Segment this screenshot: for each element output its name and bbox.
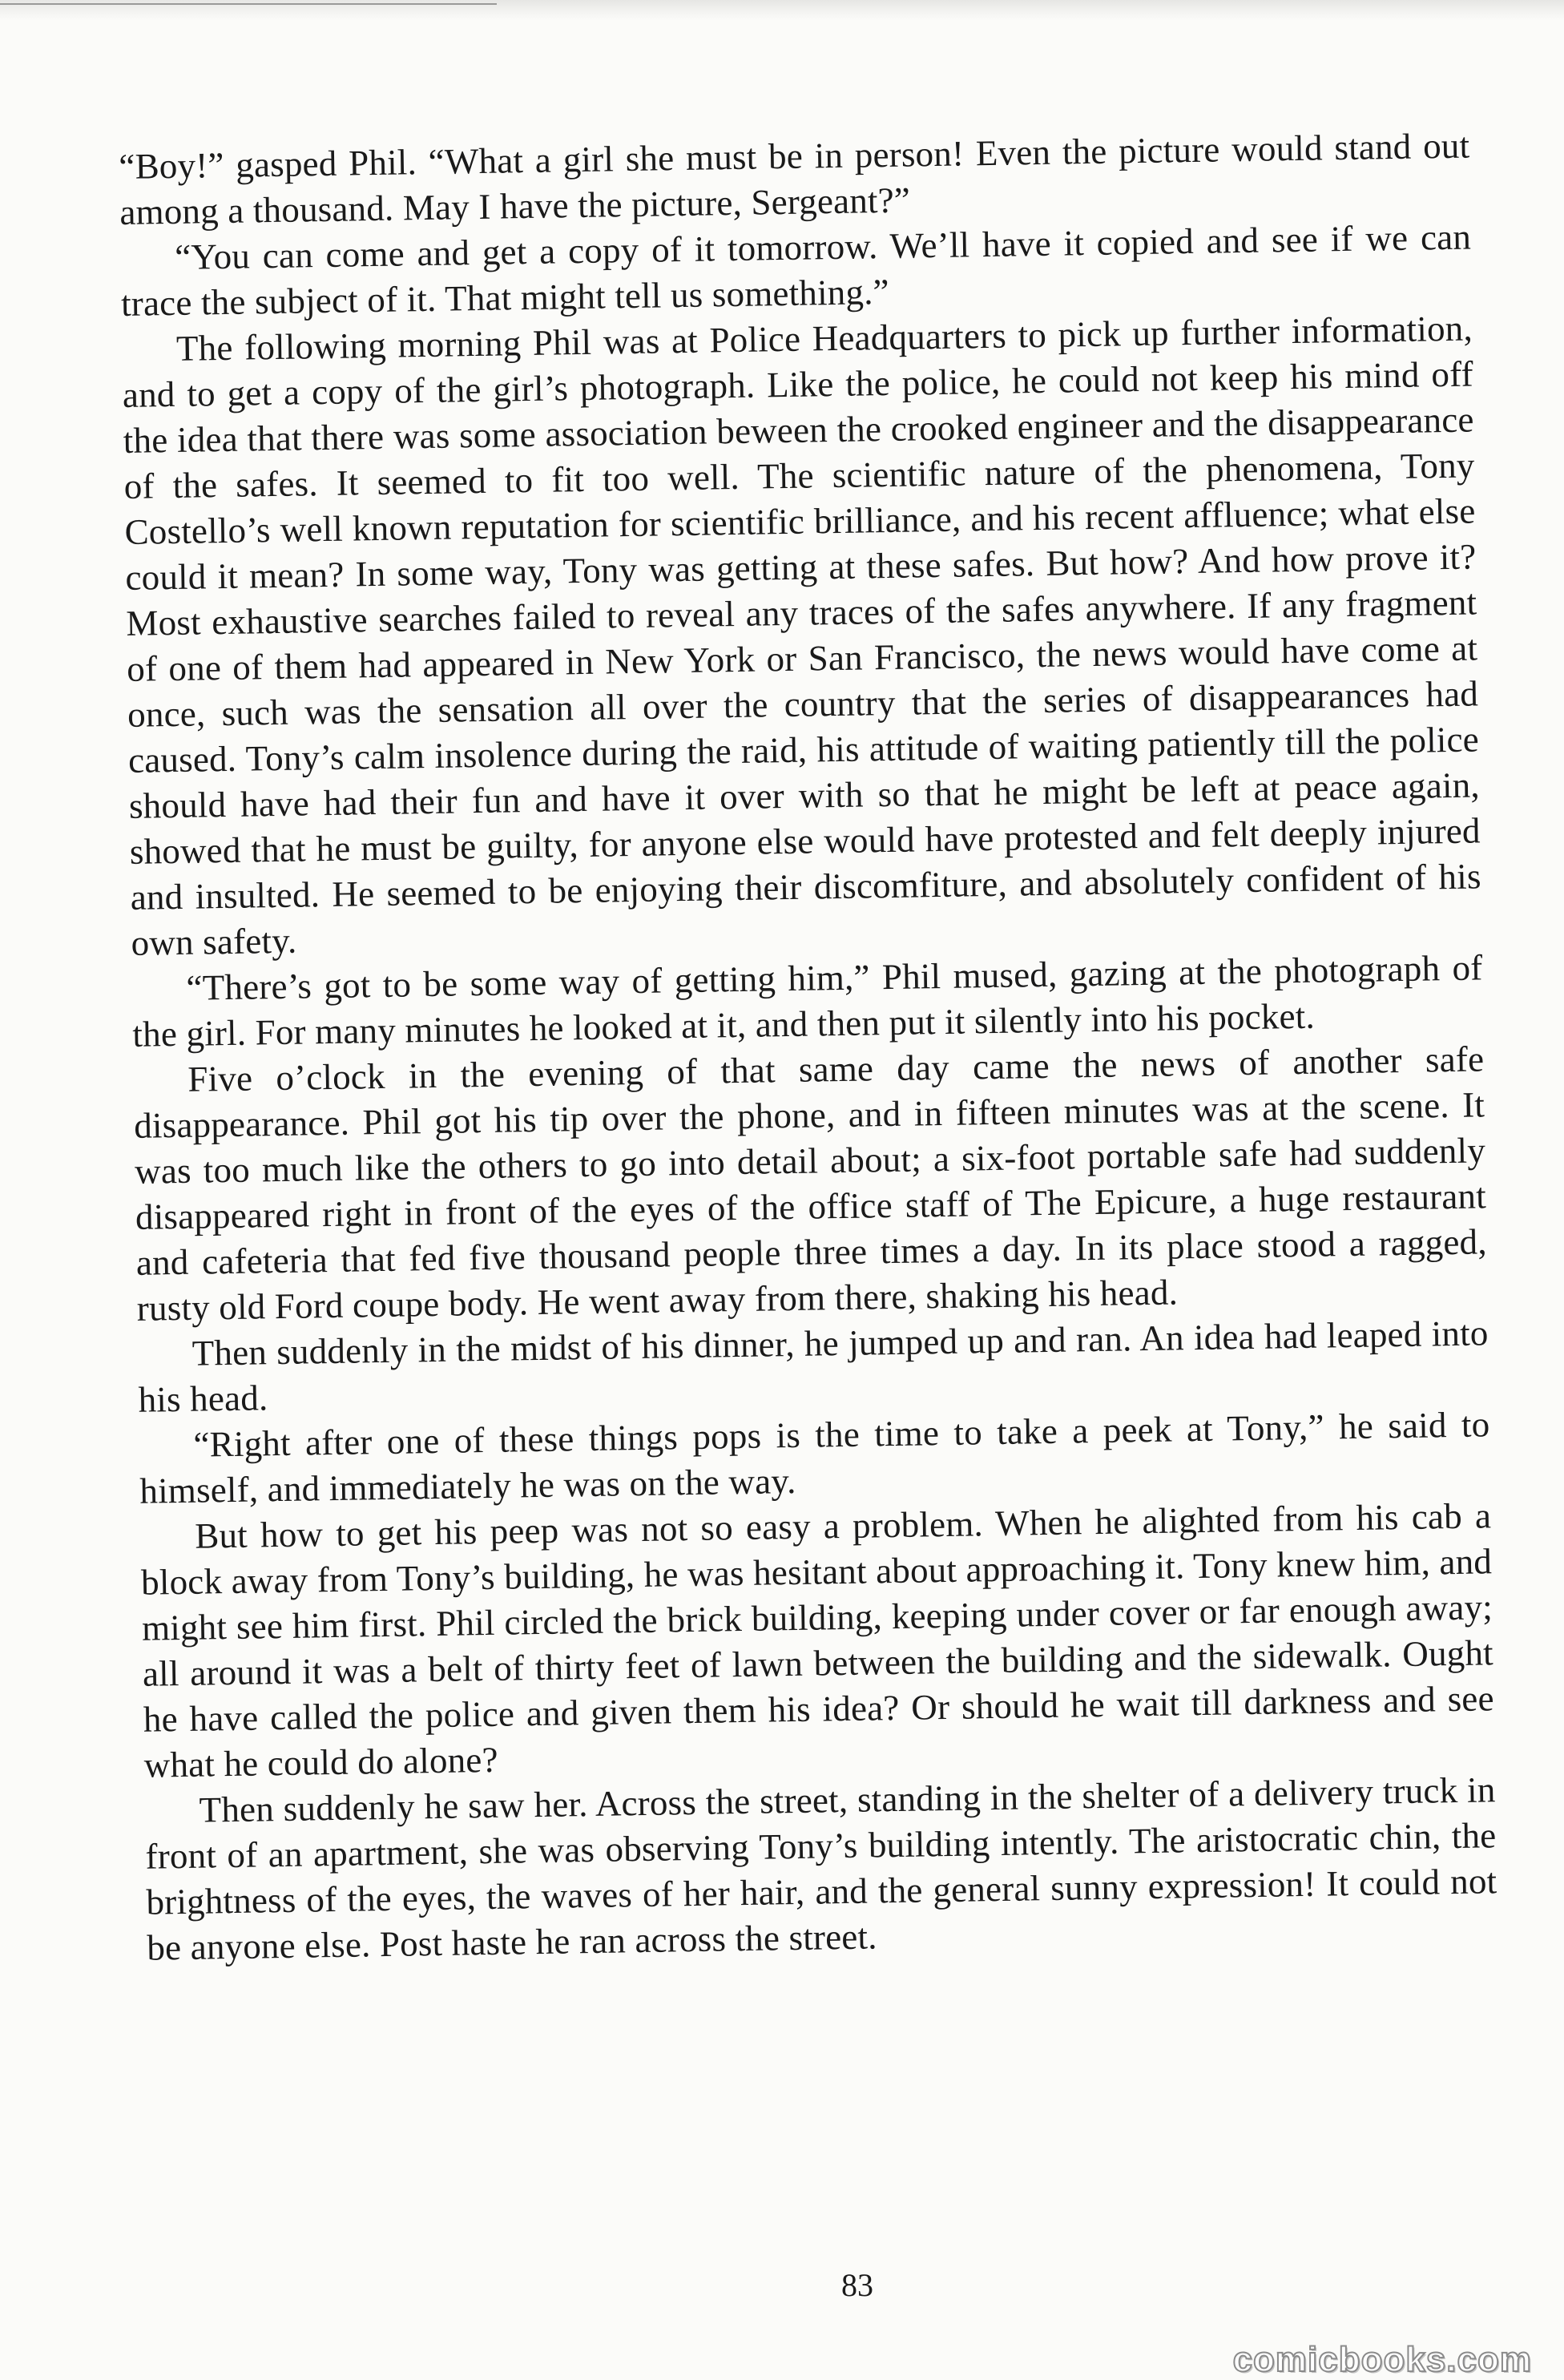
paragraph: The following morning Phil was at Police Headquarters to pick up further information, and to get a copy of the girl’s photograph. Like the police, he could not keep his mind off the idea that there was some association beween the crooked engineer and the disappearance of the safes. It seemed to fit too well. The scientific nature of the phenomena, Tony Costello’s well known reputation for scientific brilliance, and his recent affluence; what else could it mean? In some way, Tony was getting at these safes. But how? And how prove it? Most exhaustive searches failed to reveal any traces of the safes anywhere. If any fragment of one of them had appeared in New York or San Francisco, the news would have come at once, such was the sensation all over the country that the series of disappearances had caused. Tony’s calm insolence during the raid, his attitude of waiting patiently till the police should have had their fun and have it over with so that he might be left at peace again, showed that he must be guilty, for anyone else would have protested and felt deeply injured and insulted. He seemed to be enjoying their discomfiture, and absolutely confident of his own safety.	[122, 308, 1481, 963]
paragraph: “There’s got to be some way of getting him,” Phil mused, gazing at the photograph of the girl. For many minutes he looked at it, and then put it silently into his pocket.	[132, 947, 1483, 1055]
paragraph: “Right after one of these things pops is the time to take a peek at Tony,” he said to himself, and immediately he was on the way.	[139, 1404, 1490, 1511]
watermark-logo: comicbooks.com	[1232, 2340, 1532, 2379]
paragraph: But how to get his peep was not so easy a problem. When he alighted from his cab a block away from Tony’s building, he was hesitant about approaching it. Tony knew him, and might see him first. Phil circled the brick building, keeping under cover or far enough away; all around it was a belt of thirty feet of lawn between the building and the sidewalk. Ought he have called the police and given them his idea? Or should he wait till darkness and see what he could do alone?	[140, 1495, 1495, 1785]
paragraph: “You can come and get a copy of it tomorrow. We’ll have it copied and see if we can trace the subject of it. That might tell us something.”	[120, 216, 1472, 324]
paragraph: Then suddenly he saw her. Across the street, standing in the shelter of a delivery truck in front of an apartment, she was observing Tony’s building intently. The aristocratic chin, the brightness of the eyes, the waves of her hair, and the general sunny expression! It could not be anyone else. Post haste he ran across the street.	[145, 1769, 1497, 1968]
paragraph: Then suddenly in the midst of his dinner, he jumped up and ran. An idea had leaped into his head.	[138, 1313, 1489, 1420]
paragraph: Five o’clock in the evening of that same day came the news of another safe disappearance. Phil got his tip over the phone, and in fifteen minutes was at the scene. It was too much like the others to go into detail about; a six-foot portable safe had suddenly disappeared right in front of the eyes of the office staff of The Epicure, a huge restaurant and cafeteria that fed five thousand people three times a day. In its place stood a ragged, rusty old Ford coupe body. He went away from there, shaking his head.	[133, 1039, 1488, 1329]
scan-edge-rule	[0, 3, 497, 5]
page-content	[119, 123, 1502, 2244]
page-number: 83	[841, 2267, 873, 2303]
paragraph: “Boy!” gasped Phil. “What a girl she must be in person! Even the picture would stand out among a thousand. May I have the picture, Sergeant?”	[119, 125, 1470, 232]
body-text	[119, 123, 1498, 1971]
